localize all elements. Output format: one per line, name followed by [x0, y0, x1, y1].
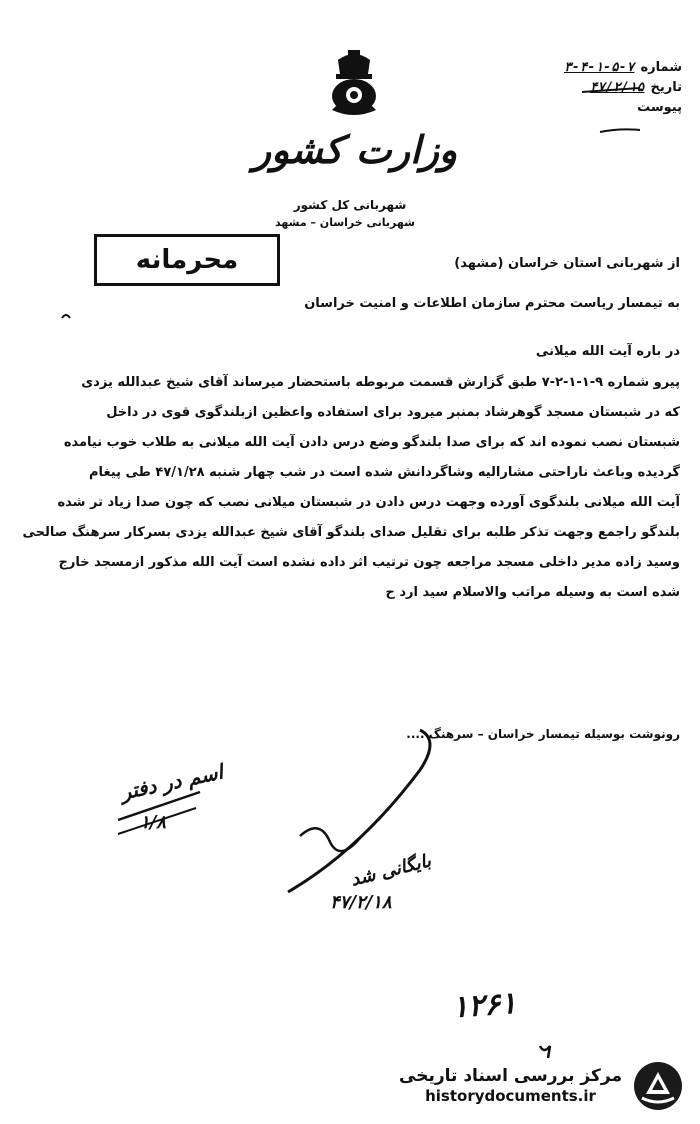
date-underline [582, 88, 640, 92]
margin-underline [118, 792, 200, 820]
attachment-mark [600, 129, 640, 132]
body-line: وسید زاده مدیر داخلی مسجد مراجعه چون ترتیب اثر داده نشده است آیت الله مذکور ازمسجد خارج [58, 555, 680, 570]
small-mark [540, 1046, 550, 1058]
letter-subject: در باره آیت الله میلانی [535, 344, 680, 359]
office-name: شهربانی کل کشور [293, 198, 407, 212]
body-line: گردیده وباعث ناراحتی مشارالیه وشاگردانش شده است در شب چهار شنبه ۴۷/۱/۲۸ طی پیغام [89, 465, 680, 480]
cc-line: رونوشت بوسیله تیمسار خراسان – سرهنگ .... [406, 727, 680, 741]
watermark-site: historydocuments.ir [425, 1087, 596, 1105]
margin-underline-2 [118, 808, 196, 834]
file-number: ۱۲۶۱ [450, 985, 518, 1026]
date-value: ۴۷/۲/۱۵ [589, 80, 645, 95]
body-line: که در شبستان مسجد گوهرشاد بمنبر میرود برای استفاده واعظین ازبلندگوی قوی در داخل [106, 405, 680, 420]
letter-from: از شهربانی استان خراسان (مشهد) [454, 256, 680, 271]
watermark-text [399, 1066, 622, 1106]
date-label: تاریخ [650, 80, 682, 95]
signature-stroke [288, 730, 430, 892]
number-value: ۳-۴-۱-۵-۷ [564, 60, 635, 75]
margin-date: ۱/۸ [140, 812, 166, 833]
body-line: شده است به وسیله مراتب والاسلام سید ارد ح [385, 585, 680, 600]
body-line: پیرو شماره ۹-۱-۱-۲-۷ طبق گزارش قسمت مربوطه باستحضار میرساند آقای شیخ عبدالله یزدی [81, 375, 680, 390]
body-line: شبستان نصب نموده اند که برای صدا بلندگو وضع درس دادن آیت الله میلانی به طلاب خوب نیامده [63, 435, 680, 450]
margin-note: اسم در دفتر [118, 759, 226, 805]
signature-note: بایگانی شد [348, 850, 434, 891]
ministry-title: وزارت کشور [252, 127, 458, 172]
body-line: بلندگو راجمع وجهت تذکر طلبه برای تقلیل صدای بلندگو آقای شیخ عبدالله یزدی بسرکار سرهنگ صالحی [22, 525, 680, 540]
watermark [399, 1060, 684, 1112]
watermark-name: مرکز بررسی اسناد تاریخی [399, 1066, 622, 1086]
stamp-label: محرمانه [135, 245, 239, 275]
signature-date: ۴۷/۲/۱۸ [330, 892, 392, 913]
signature-flourish [300, 828, 360, 851]
department-name: شهربانی خراسان – مشهد [275, 216, 415, 229]
attachment-label: پیوست [637, 100, 682, 115]
bullet-mark [62, 315, 70, 318]
letter-to: به تیمسار ریاست محترم سازمان اطلاعات و امنیت خراسان [304, 296, 680, 311]
body-line: آیت الله میلانی بلندگوی آورده وجهت درس دادن در شبستان میلانی نصب که چون صدا زیاد تر شده [57, 495, 680, 510]
archive-logo-icon [632, 1060, 684, 1112]
number-label: شماره [640, 60, 682, 75]
